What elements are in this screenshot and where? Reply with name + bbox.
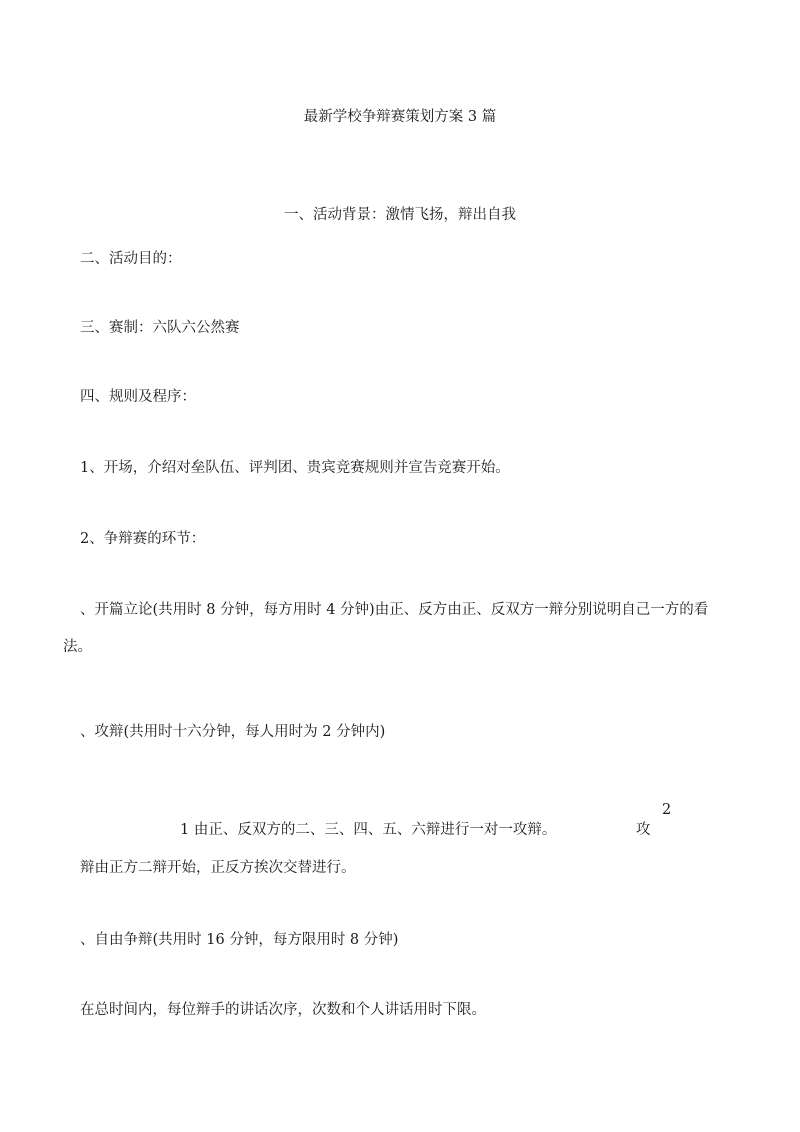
section-heading-rules: 四、规则及程序： (80, 389, 196, 405)
document-title: 最新学校争辩赛策划方案 3 篇 (303, 109, 497, 125)
paragraph-opening-statement-continued: 法。 (63, 639, 92, 655)
cross-examination-fragment: 攻 (636, 822, 651, 838)
section-heading-background: 一、活动背景：激情飞扬，辩出自我 (284, 207, 516, 223)
stray-digit: 2 (662, 802, 672, 818)
paragraph-opening-statement: 、开篇立论(共用时 8 分钟，每方用时 4 分钟)由正、反方由正、反双方一辩分别说明自己一方的看 (80, 602, 709, 618)
paragraph-cross-examination-detail-continued: 辩由正方二辩开始，正反方挨次交替进行。 (80, 860, 356, 876)
paragraph-free-debate-detail: 在总时间内，每位辩手的讲话次序，次数和个人讲话用时下限。 (80, 1002, 486, 1018)
list-item-opening: 1、开场，介绍对垒队伍、评判团、贵宾竞赛规则并宣告竞赛开始。 (80, 460, 510, 476)
section-heading-format: 三、赛制：六队六公然赛 (80, 320, 240, 336)
list-item-stages: 2、争辩赛的环节： (80, 531, 206, 547)
paragraph-cross-examination: 、攻辩(共用时十六分钟，每人用时为 2 分钟内) (80, 724, 386, 740)
paragraph-cross-examination-detail: 1 由正、反双方的二、三、四、五、六辩进行一对一攻辩。 (180, 822, 557, 838)
section-heading-purpose: 二、活动目的： (80, 251, 182, 267)
paragraph-free-debate: 、自由争辩(共用时 16 分钟，每方限用时 8 分钟) (80, 932, 399, 948)
